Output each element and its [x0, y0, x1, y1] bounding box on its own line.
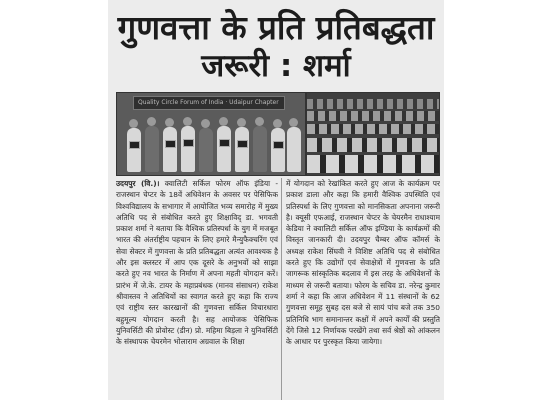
article-column-left	[116, 178, 278, 400]
headline-line-2: जरूरी : शर्मा	[201, 48, 351, 84]
column-divider	[281, 178, 282, 400]
stage-banner-text: Quality Circle Forum of India · Udaipur Chapter	[138, 99, 279, 106]
photo-audience	[306, 92, 440, 176]
stage-banner	[133, 96, 285, 110]
photo-award-group	[116, 92, 306, 176]
article-body-right: में योगदान को रेखांकित करते हुए आज के कार्यक्रम पर प्रकाश डाला और कहा कि हमारी वैश्विक उपस्थिति एवं प्रतिस्पर्धा के लिए गुणवत्ता को मानसिकता अपनाना जरूरी है। क्यूसी एफआई, राजस्थान चेप्टर के चेयरमैन राधाश्याम केडिया ने क्वालिटी सर्किल ऑफ इण्डिया के कार्यक्रमों की विस्तृत जानकारी दी। उदयपुर चैम्बर ऑफ कॉमर्स के अध्यक्ष राकेश सिंघवी ने विशिष्ट अतिथि पद से संबोधित करते हुए कि उद्योगों एवं सेवाक्षेत्रों में गुणवत्ता के प्रति जागरूक सांस्कृतिक बदलाव में इस तरह के अधिवेशनों के माध्यम से जरूरी बताया। फोरम के सचिव डा. नरेन्द्र कुमार शर्मा ने कहा कि आज अधिवेशन में 11 संस्थानों के 62 गुणवत्ता समूह सुबह दस बजे से सायं पांच बजे तक 350 प्रतिनिधि भाग समानान्तर कक्षों में अपने कार्यों की प्रस्तुति देंगे जिसे 12 निर्णायक परखेंगे तथा सर्व श्रेष्ठों को आंकलन के आधार पर पुरस्कृत किया जायेगा।	[286, 179, 440, 347]
newspaper-clipping	[108, 0, 444, 400]
article-body-left: क्वालिटी सर्किल फोरम ऑफ इंडिया - राजस्थान चेप्टर के 18वें अधिवेशन के अवसर पर पेसिफिक विश्वविद्यालय के सभागार में आयोजित भव्य समारोह में मुख्य अतिथि पद से संबोधित करते हुए शिक्षाविद् डा. भगवती प्रकाश शर्मा ने बताया कि वैश्विक प्रतिस्पर्धा के युग में मजबूत भारत की अंतर्राष्ट्रीय पहचान के लिए हमारे मैन्युफैक्चरिंग एवं सेवा सेक्टर में गुणवत्ता के प्रति प्रतिबद्धता अत्यंत आवश्यक है और इस क्लस्टर में आप एक दूसरे के अनुभवों को साझा करते हुए नव भारत के निर्माण में अपना महती योगदान करें। प्रारंभ में जे.के. टायर के महाप्रबंधक (मानव संसाधन) राकेश श्रीवास्तव ने अतिथियों का स्वागत करते हुए कहा कि राज्य एवं राष्ट्रीय स्तर कारखानों की गुणवत्ता सर्किल विचारधारा बहुमूल्य योगदान करती है। सह आयोजक पेसिफिक युनिवर्सिटी की प्रोवोस्ट (डीन) प्रो. महिमा बिड़ला ने युनिवर्सिटी के संस्थापक चेयरमेन भोलाराम अग्रवाल के शिक्षा	[116, 179, 278, 347]
article-dateline: उदयपुर (वि.)।	[116, 179, 160, 188]
headline-line-1: गुणवत्ता के प्रति प्रतिबद्धता	[117, 8, 435, 47]
article-column-right	[286, 178, 440, 400]
